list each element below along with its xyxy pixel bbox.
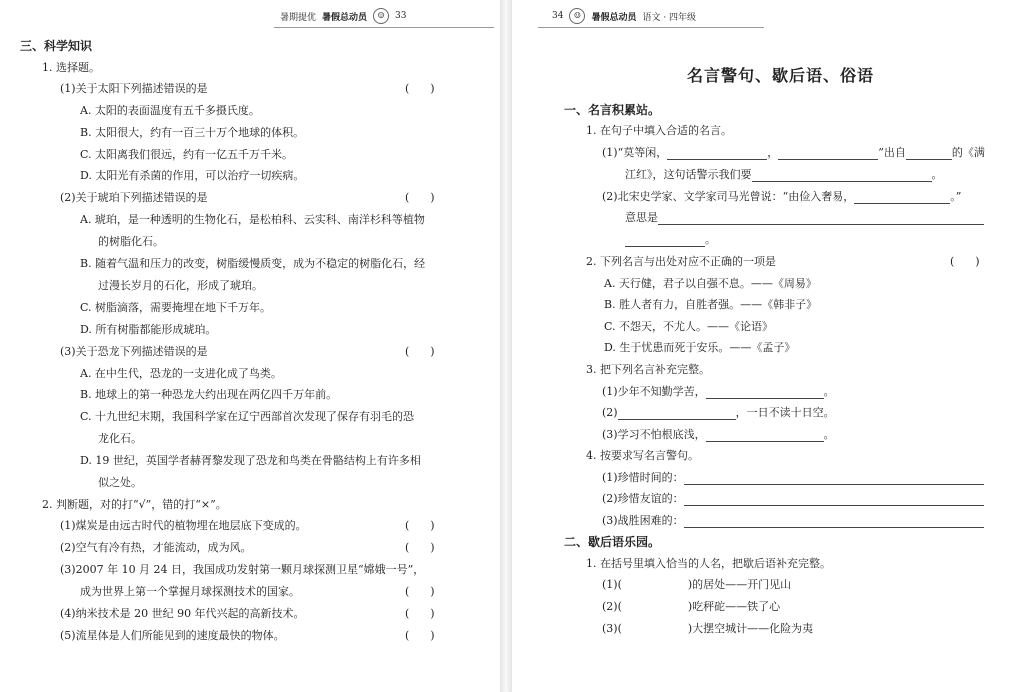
answer-parens[interactable]: ( ) <box>405 585 435 598</box>
answer-blank[interactable] <box>706 387 824 399</box>
fill-line <box>602 492 984 506</box>
text: (3)学习不怕根底浅， <box>602 428 706 441</box>
answer-parens[interactable]: ( ) <box>950 255 980 268</box>
brand-label: 暑假总动员 <box>591 12 637 23</box>
option: D. 太阳光有杀菌的作用，可以治疗一切疾病。 <box>80 169 305 182</box>
text: (3)( <box>602 622 622 635</box>
text: (2)( <box>602 600 622 613</box>
fill-line <box>625 211 984 225</box>
section-title: 一、名言积累站。 <box>564 103 661 117</box>
text: 意思是 <box>625 211 658 224</box>
answer-parens[interactable]: ( ) <box>405 607 435 620</box>
option-continued: 龙化石。 <box>98 432 142 445</box>
right-header <box>552 8 696 24</box>
question-title: 2. 判断题，对的打“√”，错的打“×”。 <box>42 498 227 511</box>
option: C. 十九世纪末期，我国科学家在辽宁西部首次发现了保存有羽毛的恐 <box>80 410 415 423</box>
left-page <box>0 0 500 692</box>
option: C. 树脂滴落，需要掩埋在地下千万年。 <box>80 301 272 314</box>
option: A. 太阳的表面温度有五千多摄氏度。 <box>80 104 260 117</box>
text: 。 <box>823 385 835 398</box>
option: C. 不怨天，不尤人。——《论语》 <box>604 320 774 333</box>
page-number: 34 <box>552 11 564 21</box>
page-number: 33 <box>395 11 407 21</box>
right-page <box>512 0 1024 692</box>
answer-blank[interactable] <box>684 494 984 506</box>
judge-item: (3)2007 年 10 月 24 日，我国成功发射第一颗月球探测卫星“嫦娥一号”， <box>60 563 425 576</box>
answer-blank[interactable] <box>906 148 952 160</box>
answer-blank[interactable] <box>667 148 767 160</box>
judge-item: (4)纳米技术是 20 世纪 90 年代兴起的高新技术。 <box>60 607 305 620</box>
idiom-line <box>602 578 791 592</box>
text: ”出自 <box>878 146 906 159</box>
judge-item-continued: 成为世界上第一个掌握月球探测技术的国家。 <box>80 585 300 598</box>
answer-parens[interactable]: ( ) <box>405 629 435 642</box>
text: (3)战胜困难的： <box>602 514 684 527</box>
text: )的居处——开门见山 <box>687 578 792 591</box>
sub-question: (3)关于恐龙下列描述错误的是 <box>60 345 208 358</box>
fill-line <box>602 406 835 420</box>
idiom-line <box>602 600 780 614</box>
option-continued: 的树脂化石。 <box>98 235 164 248</box>
text: (1)珍惜时间的： <box>602 471 684 484</box>
answer-blank[interactable] <box>752 170 932 182</box>
sub-question: (1)关于太阳下列描述错误的是 <box>60 82 208 95</box>
text: ，一日不读十日空。 <box>735 406 835 419</box>
text: (2)北宋史学家、文学家司马光曾说：“由俭入奢易， <box>602 190 855 203</box>
option: A. 天行健，君子以自强不息。——《周易》 <box>604 277 817 290</box>
option: A. 琥珀，是一种透明的生物化石，是松柏科、云实科、南洋杉科等植物 <box>80 213 425 226</box>
text: (1)( <box>602 578 622 591</box>
answer-blank[interactable] <box>684 516 984 528</box>
text: )吃秤砣——铁了心 <box>687 600 781 613</box>
option: B. 随着气温和压力的改变，树脂缓慢质变，成为不稳定的树脂化石，经 <box>80 257 426 270</box>
judge-item: (2)空气有冷有热，才能流动，成为风。 <box>60 541 252 554</box>
fill-line <box>602 428 835 442</box>
brand-label: 暑假总动员 <box>322 12 368 23</box>
mascot-icon: ☺ <box>569 8 585 24</box>
text: (2) <box>602 406 618 419</box>
option: C. 太阳离我们很远，约有一亿五千万千米。 <box>80 148 294 161</box>
question-title: 2. 下列名言与出处对应不正确的一项是 <box>586 255 776 268</box>
text: 江红》，这句话警示我们要 <box>625 168 752 181</box>
book-gutter <box>500 0 512 692</box>
section-title: 二、歇后语乐园。 <box>564 535 661 549</box>
judge-item: (5)流星体是人们所能见到的速度最快的物体。 <box>60 629 285 642</box>
question-title: 4. 按要求写名言警句。 <box>586 449 699 462</box>
fill-line: (1)“莫等闲， ， ”出自 的《满 <box>602 146 985 159</box>
question-title: 1. 选择题。 <box>42 61 100 74</box>
answer-parens[interactable]: ( ) <box>405 541 435 554</box>
option-continued: 似之处。 <box>98 476 142 489</box>
option: B. 胜人者有力，自胜者强。——《韩非子》 <box>604 298 818 311</box>
sub-question: (2)关于琥珀下列描述错误的是 <box>60 191 208 204</box>
subject-label: 语文 · 四年级 <box>642 12 697 23</box>
option: A. 在中生代，恐龙的一支进化成了鸟类。 <box>80 367 282 380</box>
header-rule <box>538 27 764 28</box>
question-title: 1. 在句子中填入合适的名言。 <box>586 124 732 137</box>
text: )大摆空城计——化险为夷 <box>687 622 814 635</box>
question-title: 1. 在括号里填入恰当的人名，把歇后语补充完整。 <box>586 557 831 570</box>
option: D. 生于忧患而死于安乐。——《孟子》 <box>604 341 796 354</box>
text: 。 <box>931 168 943 181</box>
option: B. 地球上的第一种恐龙大约出现在两亿四千万年前。 <box>80 388 338 401</box>
header-rule <box>274 27 494 28</box>
fill-line <box>602 514 984 528</box>
answer-blank[interactable] <box>625 235 705 247</box>
fill-line <box>602 471 984 485</box>
text: (1)“莫等闲， <box>602 146 668 159</box>
question-title: 3. 把下列名言补充完整。 <box>586 363 710 376</box>
answer-parens[interactable]: ( ) <box>405 519 435 532</box>
answer-parens[interactable]: ( ) <box>405 191 435 204</box>
text: 。 <box>705 233 716 246</box>
judge-item: (1)煤炭是由远古时代的植物埋在地层底下变成的。 <box>60 519 307 532</box>
series-label: 暑期提优 <box>280 12 317 23</box>
option: D. 19 世纪，英国学者赫胥黎发现了恐龙和鸟类在骨骼结构上有许多相 <box>80 454 421 467</box>
mascot-icon: ☺ <box>373 8 389 24</box>
fill-line <box>625 233 716 247</box>
fill-line <box>602 190 961 204</box>
answer-parens[interactable]: ( ) <box>405 82 435 95</box>
page-title: 名言警句、歇后语、俗语 <box>687 66 875 85</box>
fill-line <box>625 168 943 182</box>
option-continued: 过漫长岁月的石化，形成了琥珀。 <box>98 279 263 292</box>
answer-blank[interactable] <box>706 430 824 442</box>
text: (2)珍惜友谊的： <box>602 492 684 505</box>
answer-blank[interactable] <box>854 192 950 204</box>
answer-blank[interactable] <box>778 148 878 160</box>
option: D. 所有树脂都能形成琥珀。 <box>80 323 217 336</box>
text: (1)少年不知勤学苦， <box>602 385 706 398</box>
text: 。 <box>823 428 835 441</box>
section-title: 三、科学知识 <box>20 39 93 53</box>
answer-blank[interactable] <box>658 213 984 225</box>
answer-parens[interactable]: ( ) <box>405 345 435 358</box>
answer-blank[interactable] <box>618 408 736 420</box>
option: B. 太阳很大，约有一百三十万个地球的体积。 <box>80 126 305 139</box>
fill-line <box>602 385 835 399</box>
idiom-line <box>602 622 813 636</box>
answer-blank[interactable] <box>684 473 984 485</box>
left-header <box>280 8 406 24</box>
text: 。” <box>950 190 962 203</box>
text: 的《满 <box>951 146 985 159</box>
